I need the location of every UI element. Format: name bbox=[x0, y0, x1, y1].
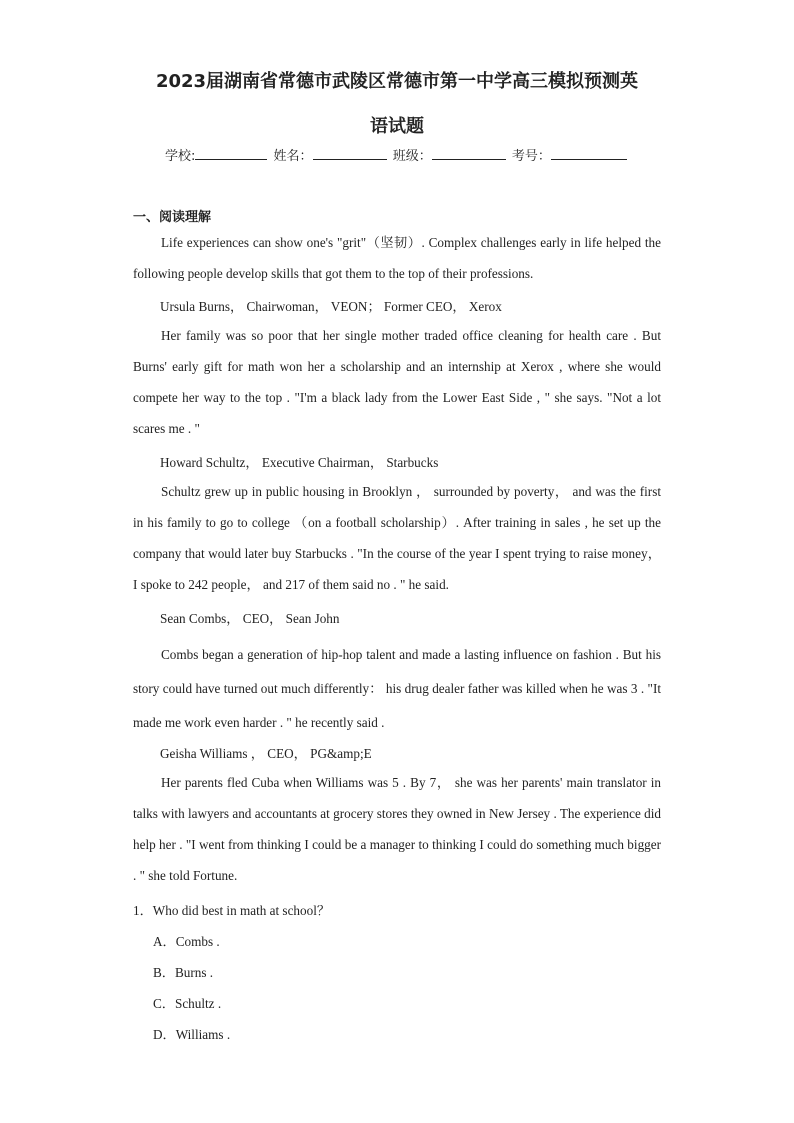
option-b[interactable]: B．Burns . bbox=[153, 965, 214, 980]
person-heading-burns: Ursula Burns， Chairwoman， VEON； Former CEO， Xerox bbox=[160, 299, 502, 314]
person-heading-williams: Geisha Williams ， CEO， PG&amp;E bbox=[160, 746, 372, 761]
person-body-schultz: Schultz grew up in public housing in Brooklyn ， surrounded by poverty， and was the first in his family to go to college （on a football scholarship）. After training in sales , he set up the company that would later buy Starbucks . "In the course of the year I spent trying to raise money， I spoke to 242 people， and 217 of them said no . " he said. bbox=[133, 484, 661, 592]
option-a[interactable]: A．Combs . bbox=[153, 934, 220, 949]
passage-intro: Life experiences can show one's "grit"（坚韧）. Complex challenges early in life helped the following people develop skills that got them to the top of their professions. bbox=[133, 235, 661, 281]
school-blank[interactable] bbox=[195, 145, 267, 160]
person-body-combs: Combs began a generation of hip-hop talent and made a lasting influence on fashion . But his story could have turned out much differently： his drug dealer father was killed when he was 3 . "It made me work even harder . " he recently said . bbox=[133, 647, 661, 730]
exam-title-line-2: 语试题 bbox=[370, 116, 424, 137]
school-label: 学校: bbox=[165, 149, 196, 164]
person-body-williams: Her parents fled Cuba when Williams was 5 . By 7， she was her parents' main translator in talks with lawyers and accountants at grocery stores they owned in New Jersey . The experience did help her . "I went from thinking I could be a manager to thinking I could do something much bigger . " she told Fortune. bbox=[133, 775, 661, 883]
option-c[interactable]: C．Schultz . bbox=[153, 996, 222, 1011]
option-d[interactable]: D．Williams . bbox=[153, 1027, 231, 1042]
question-1: 1．Who did best in math at school？ bbox=[133, 903, 331, 918]
student-info-row bbox=[165, 145, 629, 164]
class-label: 班级： bbox=[392, 149, 432, 164]
section-heading: 一、阅读理解 bbox=[133, 210, 212, 225]
person-body-burns: Her family was so poor that her single mother traded office cleaning for health care . But Burns' early gift for math won her a scholarship and an internship at Xerox , where she would compete her way to the top . "I'm a black lady from the Lower East Side , " she says. "Not a lot scares me . " bbox=[133, 328, 661, 436]
exam-number-label: 考号： bbox=[511, 149, 551, 164]
name-blank[interactable] bbox=[313, 145, 387, 160]
person-heading-schultz: Howard Schultz， Executive Chairman， Starbucks bbox=[160, 455, 439, 470]
class-blank[interactable] bbox=[432, 145, 506, 160]
exam-title-line-1: 2023届湖南省常德市武陵区常德市第一中学高三模拟预测英 bbox=[155, 71, 639, 92]
name-label: 姓名： bbox=[273, 149, 313, 164]
exam-number-blank[interactable] bbox=[551, 145, 627, 160]
person-heading-combs: Sean Combs， CEO， Sean John bbox=[160, 611, 340, 626]
